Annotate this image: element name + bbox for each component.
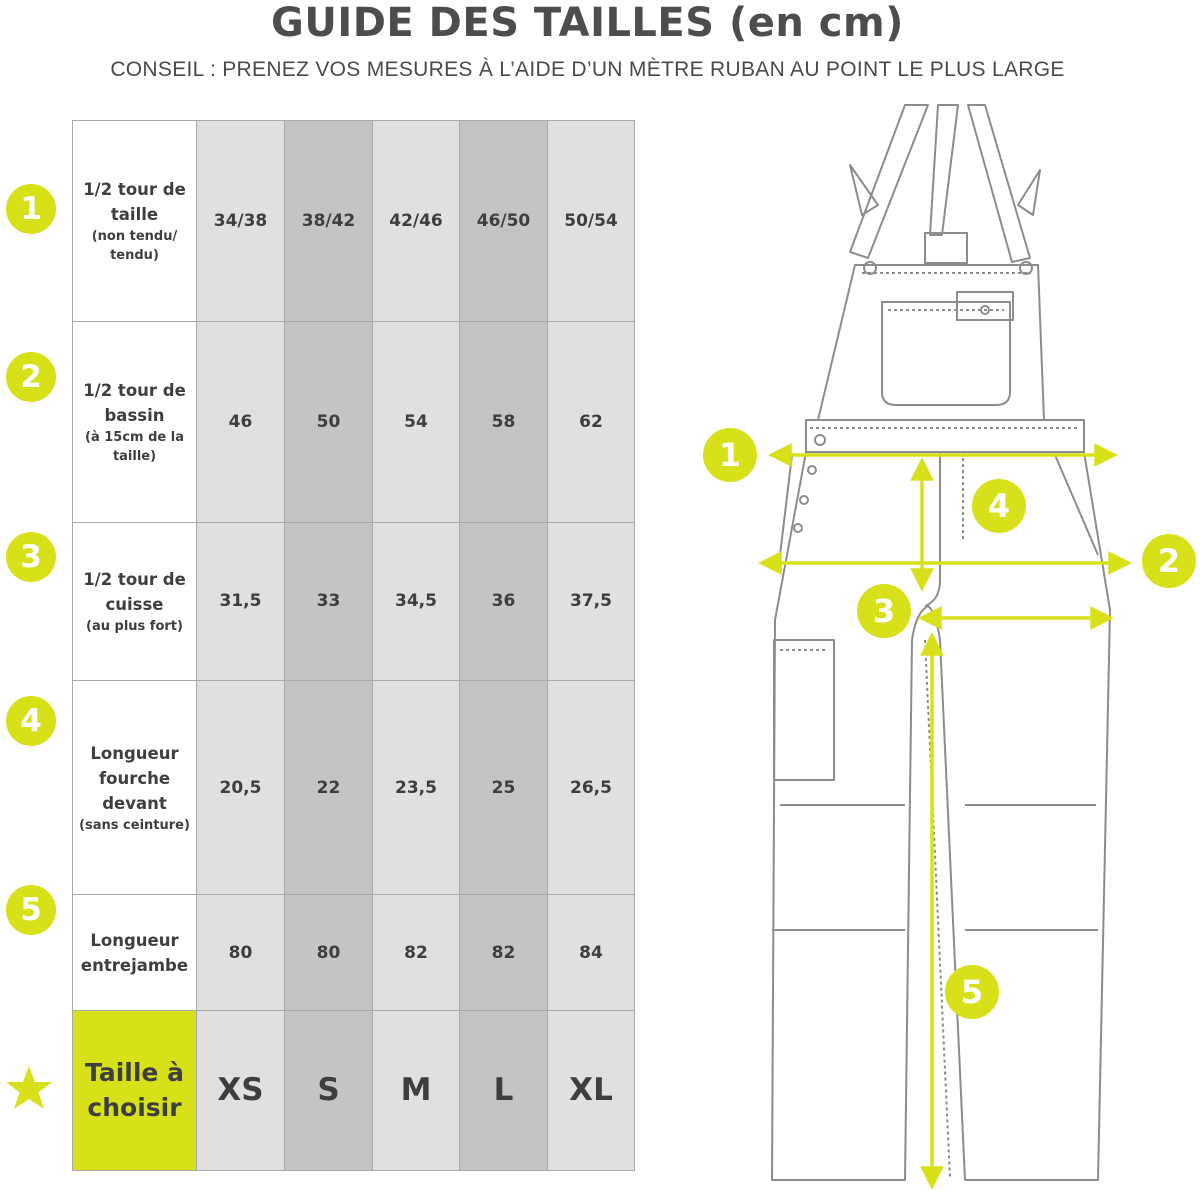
row-note: (non tendu/ tendu) [91,228,178,263]
size-cell-s: S [285,1010,373,1170]
table-row-front-rise [73,680,635,895]
row-note: (à 15cm de la taille) [85,429,184,464]
size-choice-label: Taille à choisir [73,1010,197,1170]
row-label-cell [73,522,197,680]
value-cell: 36 [460,522,548,680]
size-cell-m: M [373,1010,460,1170]
diagram-marker-3: 3 [857,584,911,638]
value-cell: 46 [197,321,285,522]
page-title: GUIDE DES TAILLES (en cm) [271,0,904,46]
value-cell: 22 [285,680,373,895]
table-row-hips [73,321,635,522]
row-note: (sans ceinture) [79,817,190,833]
value-cell: 80 [285,895,373,1010]
value-cell: 33 [285,522,373,680]
size-table [72,120,634,1171]
row-label: Longueur entrejambe [80,930,189,975]
value-cell: 25 [460,680,548,895]
table-row-inseam [73,895,635,1010]
value-cell: 34,5 [373,522,460,680]
row-label-cell [73,121,197,322]
row-label-cell [73,895,197,1010]
row-number-badge-1: 1 [6,184,56,234]
row-label-cell [73,321,197,522]
value-cell: 20,5 [197,680,285,895]
row-number-badge-2: 2 [6,352,56,402]
row-number-badge-4: 4 [6,696,56,746]
value-cell: 46/50 [460,121,548,322]
size-cell-xs: XS [197,1010,285,1170]
waistband [806,420,1084,452]
right-strap [968,105,1030,262]
diagram-marker-1: 1 [703,428,757,482]
value-cell: 38/42 [285,121,373,322]
diagram-marker-2: 2 [1142,534,1196,588]
size-cell-xl: XL [548,1010,635,1170]
star-icon [4,1063,54,1113]
leg-pocket [774,640,834,780]
overalls-drawing [690,95,1200,1194]
diagram-marker-5: 5 [945,965,999,1019]
table-row-thigh [73,522,635,680]
row-label: Longueur fourche devant [90,743,179,813]
value-cell: 23,5 [373,680,460,895]
value-cell: 26,5 [548,680,635,895]
row-number-badge-5: 5 [6,885,56,935]
value-cell: 50/54 [548,121,635,322]
value-cell: 80 [197,895,285,1010]
value-cell: 62 [548,321,635,522]
row-label-cell [73,680,197,895]
value-cell: 50 [285,321,373,522]
value-cell: 84 [548,895,635,1010]
value-cell: 82 [373,895,460,1010]
value-cell: 54 [373,321,460,522]
value-cell: 31,5 [197,522,285,680]
value-cell: 42/46 [373,121,460,322]
row-label: 1/2 tour de taille [83,179,186,224]
value-cell: 82 [460,895,548,1010]
table-row-waist [73,121,635,322]
chest-pocket [882,302,1010,405]
table-row-size [73,1010,635,1170]
row-note: (au plus fort) [86,618,183,634]
center-strap [930,105,958,235]
value-cell: 37,5 [548,522,635,680]
row-label: 1/2 tour de bassin [83,380,186,425]
value-cell: 58 [460,321,548,522]
row-number-badge-3: 3 [6,532,56,582]
value-cell: 34/38 [197,121,285,322]
size-cell-l: L [460,1010,548,1170]
diagram-marker-4: 4 [972,479,1026,533]
row-label: 1/2 tour de cuisse [83,569,186,614]
page-subtitle: CONSEIL : PRENEZ VOS MESURES À L’AIDE D’UN MÈTRE RUBAN AU POINT LE PLUS LARGE [110,58,1065,81]
